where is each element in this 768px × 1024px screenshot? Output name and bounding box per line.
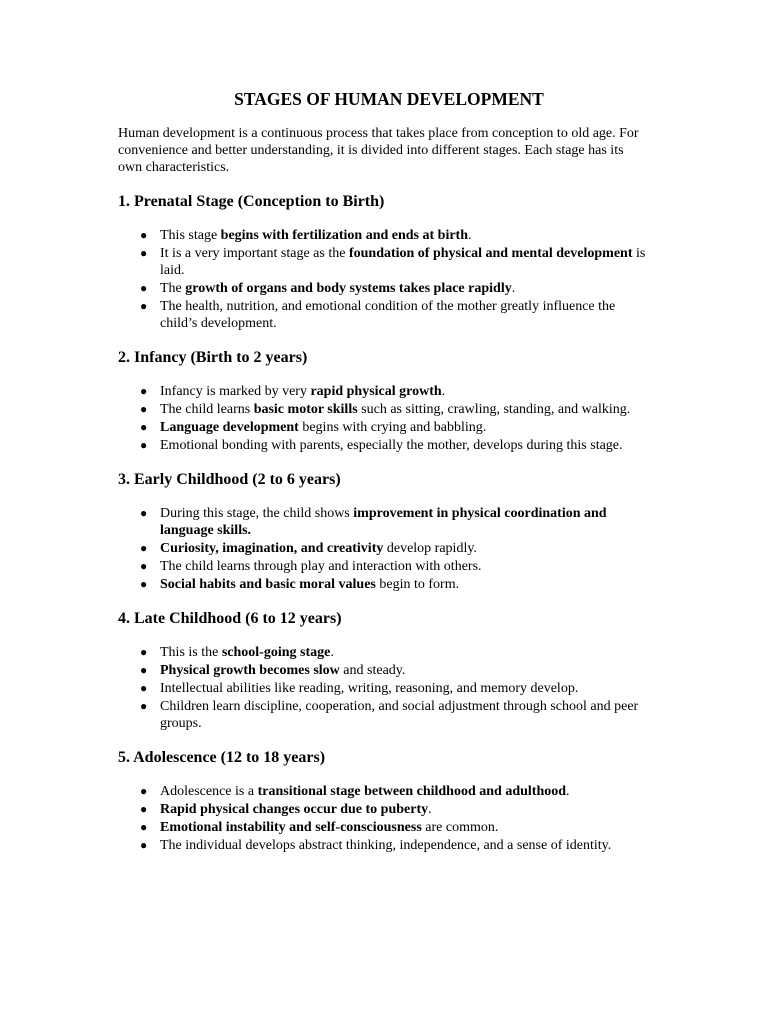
bold-text: school-going stage <box>221 645 331 660</box>
list-item <box>118 540 648 557</box>
list-item-text: . <box>330 645 334 660</box>
section-bullet-list <box>118 783 648 854</box>
list-item-text: The individual develops abstract thinking, independence, and a sense of identity. <box>160 838 612 853</box>
list-item-text: It is a very important stage as the <box>160 246 349 261</box>
list-item-text: This stage <box>160 228 221 243</box>
bullet-icon: ● <box>140 577 148 591</box>
list-item <box>118 505 648 539</box>
section-bullet-list <box>118 505 648 593</box>
list-item-text: Emotional bonding with parents, especially the mother, develops during this stage. <box>160 438 623 453</box>
bold-text: foundation of physical and mental development <box>348 246 633 261</box>
bullet-icon: ● <box>140 838 148 852</box>
list-item <box>118 783 648 800</box>
bullet-icon: ● <box>140 645 148 659</box>
bold-text: Language development <box>160 420 299 435</box>
bullet-icon: ● <box>140 299 148 313</box>
sections-container <box>118 192 648 854</box>
bold-text: Social habits and basic moral values <box>160 577 376 592</box>
bullet-icon: ● <box>140 699 148 713</box>
list-item <box>118 662 648 679</box>
list-item <box>118 837 648 854</box>
list-item <box>118 819 648 836</box>
bold-text: transitional stage between childhood and adulthood <box>257 784 567 799</box>
bullet-icon: ● <box>140 681 148 695</box>
list-item <box>118 298 648 332</box>
bullet-icon: ● <box>140 784 148 798</box>
list-item-text: The <box>160 281 186 296</box>
list-item <box>118 801 648 818</box>
bold-text: Physical growth becomes slow <box>160 663 340 678</box>
list-item-text: Children learn discipline, cooperation, and social adjustment through school and peer groups. <box>160 699 639 731</box>
list-item <box>118 383 648 400</box>
section-heading: 4. Late Childhood (6 to 12 years) <box>118 610 342 627</box>
bullet-icon: ● <box>140 438 148 452</box>
list-item-text: is laid. <box>160 246 646 278</box>
list-item-text: Intellectual abilities like reading, writing, reasoning, and memory develop. <box>160 681 579 696</box>
list-item <box>118 576 648 593</box>
bullet-icon: ● <box>140 246 148 260</box>
list-item-text: During this stage, the child shows <box>160 506 354 521</box>
list-item-text: The health, nutrition, and emotional condition of the mother greatly influence the child’s development. <box>160 299 616 331</box>
list-item <box>118 245 648 279</box>
list-item-text: begins with crying and babbling. <box>298 420 487 435</box>
bullet-icon: ● <box>140 384 148 398</box>
bold-text: Curiosity, imagination, and creativity <box>160 541 384 556</box>
section-heading: 5. Adolescence (12 to 18 years) <box>118 749 326 766</box>
bullet-icon: ● <box>140 663 148 677</box>
list-item <box>118 680 648 697</box>
section-bullet-list <box>118 227 648 332</box>
section-bullet-list <box>118 644 648 732</box>
document-title: STAGES OF HUMAN DEVELOPMENT <box>234 89 544 109</box>
bullet-icon: ● <box>140 402 148 416</box>
list-item <box>118 644 648 661</box>
bold-text: Rapid physical changes occur due to puberty <box>160 802 429 817</box>
bullet-icon: ● <box>140 559 148 573</box>
bold-text: basic motor skills <box>253 402 358 417</box>
list-item-text: and steady. <box>339 663 406 678</box>
list-item-text: . <box>511 281 516 296</box>
intro-paragraph: Human development is a continuous process that takes place from conception to old age. For convenience and better understanding, it is divided into different stages. Each stage has its own characteristics. <box>118 126 639 175</box>
list-item <box>118 698 648 732</box>
bullet-icon: ● <box>140 802 148 816</box>
list-item <box>118 227 648 244</box>
bold-text: Emotional instability and self-consciousness <box>160 820 422 835</box>
list-item-text: This is the <box>160 645 222 660</box>
bullet-icon: ● <box>140 541 148 555</box>
list-item <box>118 437 648 454</box>
list-item-text: The child learns <box>160 402 254 417</box>
section-heading: 1. Prenatal Stage (Conception to Birth) <box>118 193 385 210</box>
section-bullet-list <box>118 383 648 454</box>
bullet-icon: ● <box>140 281 148 295</box>
list-item-text: are common. <box>421 820 499 835</box>
list-item <box>118 558 648 575</box>
bullet-icon: ● <box>140 228 148 242</box>
list-item-text: . <box>468 228 472 243</box>
list-item-text: such as sitting, crawling, standing, and walking. <box>357 402 631 417</box>
bullet-icon: ● <box>140 820 148 834</box>
list-item-text: Infancy is marked by very <box>160 384 311 399</box>
bold-text: improvement in physical coordination and language skills. <box>160 506 607 538</box>
bullet-icon: ● <box>140 506 148 520</box>
bold-text: growth of organs and body systems takes place rapidly <box>185 281 512 296</box>
list-item-text: The child learns through play and interaction with others. <box>160 559 482 574</box>
bullet-icon: ● <box>140 420 148 434</box>
section-heading: 3. Early Childhood (2 to 6 years) <box>118 471 341 488</box>
list-item-text: develop rapidly. <box>383 541 477 556</box>
section-heading: 2. Infancy (Birth to 2 years) <box>118 349 308 366</box>
list-item-text: . <box>441 384 446 399</box>
list-item-text: . <box>428 802 432 817</box>
list-item <box>118 280 648 297</box>
list-item <box>118 419 648 436</box>
list-item-text: begin to form. <box>375 577 460 592</box>
bold-text: begins with fertilization and ends at birth <box>220 228 469 243</box>
list-item-text: Adolescence is a <box>160 784 258 799</box>
list-item <box>118 401 648 418</box>
bold-text: rapid physical growth <box>310 384 442 399</box>
list-item-text: . <box>566 784 570 799</box>
